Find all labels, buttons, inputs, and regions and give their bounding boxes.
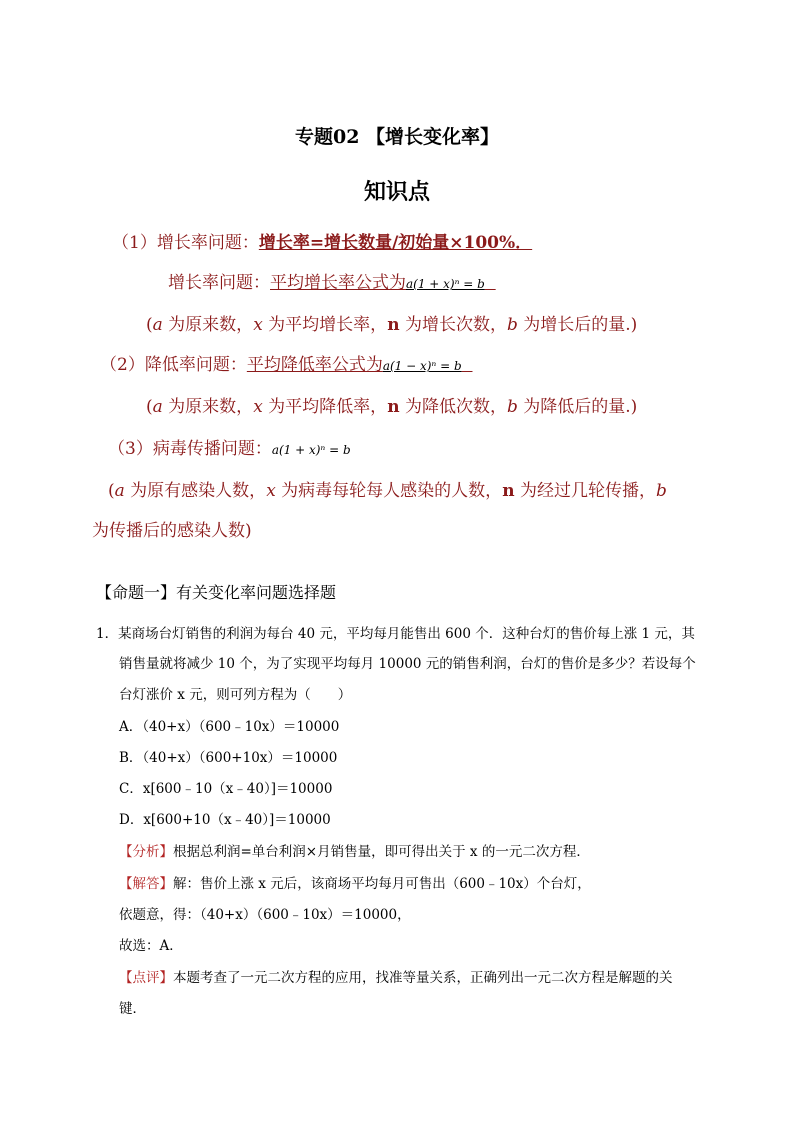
note-paren: ( <box>146 397 153 417</box>
page-title: 专题02 【增长变化率】 <box>294 126 500 148</box>
kp3-formula: a(1 + x)ⁿ = b <box>271 443 351 457</box>
kp1b-line <box>168 268 496 293</box>
kp3-label: （3）病毒传播问题： <box>108 439 272 459</box>
kp2-label: （2）降低率问题： <box>100 355 247 375</box>
section-subtitle: 知识点 <box>363 179 430 205</box>
kp2-formula: a(1 − x)ⁿ = b <box>382 359 462 373</box>
kp1b-formula: a(1 + x)ⁿ = b <box>406 277 485 291</box>
answer-text: 解：售价上涨 x 元后，该商场平均每月可售出（600﹣10x）个台灯， <box>173 876 591 892</box>
note-text: 为增长次数， <box>399 315 507 335</box>
kp1-text: 增长率=增长数量/初始量×100%． <box>258 233 533 253</box>
var-x: x <box>253 397 263 417</box>
note-text: 为平均降低率， <box>262 397 388 417</box>
kp1-note <box>146 310 637 335</box>
note-text: 为经过几轮传播， <box>514 481 656 501</box>
var-x: x <box>266 481 276 501</box>
option-b: B．（40+x）（600+10x）＝10000 <box>119 750 338 766</box>
note-text: 为增长后的量.) <box>517 315 638 335</box>
option-a: A．（40+x）（600﹣10x）＝10000 <box>119 719 340 735</box>
kp1b-label: 增长率问题： <box>168 273 270 293</box>
var-a: a <box>152 315 163 335</box>
comment-line: 键． <box>119 1001 146 1017</box>
note-text: 为原来数， <box>162 397 254 417</box>
kp3-note <box>108 476 667 501</box>
answer-line: 故选：A． <box>119 938 183 954</box>
note-text: 为原有感染人数， <box>124 481 267 501</box>
comment-line <box>119 966 673 986</box>
var-a: a <box>152 397 163 417</box>
question-line: 1．某商场台灯销售的利润为每台 40 元，平均每月能售出 600 个．这种台灯的售价每上涨 1 元，其 <box>96 626 695 642</box>
comment-text: 本题考查了一元二次方程的应用，找准等量关系，正确列出一元二次方程是解题的关 <box>173 970 673 986</box>
var-x: x <box>253 315 263 335</box>
var-n: n <box>387 397 400 417</box>
kp3-note-cont: 为传播后的感染人数) <box>92 521 252 541</box>
question-line: 台灯涨价 x 元，则可列方程为（ ） <box>119 687 352 703</box>
question-line: 销售量就将减少 10 个，为了实现平均每月 10000 元的销售利润，台灯的售价是多少？若设每个 <box>119 656 696 672</box>
kp2-text: 平均降低率公式为 <box>246 355 383 375</box>
note-text: 为病毒每轮每人感染的人数， <box>275 481 503 501</box>
kp2-line <box>100 350 472 375</box>
kp1-label: （1）增长率问题： <box>112 233 259 253</box>
analysis-tag: 【分析】 <box>119 844 173 860</box>
kp1-line <box>112 228 532 253</box>
var-b: b <box>655 481 667 501</box>
analysis-text: 根据总利润=单台利润×月销售量，即可得出关于 x 的一元二次方程． <box>173 844 590 860</box>
kp3-line <box>108 434 351 459</box>
note-paren: ( <box>108 481 115 501</box>
kp2-note <box>146 392 637 417</box>
note-paren: ( <box>146 315 153 335</box>
option-d: D．x[600+10（x﹣40）]＝10000 <box>119 812 331 828</box>
answer-line: 依题意，得：（40+x）（600﹣10x）＝10000， <box>119 907 411 923</box>
option-c: C．x[600﹣10（x﹣40）]＝10000 <box>119 781 333 797</box>
var-b: b <box>506 315 518 335</box>
note-text: 为降低后的量.) <box>517 397 638 417</box>
answer-line <box>119 872 591 892</box>
note-text: 为原来数， <box>162 315 254 335</box>
note-text: 为平均增长率， <box>262 315 388 335</box>
answer-tag: 【解答】 <box>119 876 173 892</box>
comment-tag: 【点评】 <box>119 970 173 986</box>
var-n: n <box>387 315 400 335</box>
var-a: a <box>114 481 125 501</box>
var-n: n <box>502 481 515 501</box>
section-heading: 【命题一】有关变化率问题选择题 <box>96 583 337 602</box>
note-text: 为降低次数， <box>399 397 507 417</box>
analysis-line <box>119 840 590 860</box>
kp1b-text: 平均增长率公式为 <box>270 273 406 293</box>
var-b: b <box>506 397 518 417</box>
